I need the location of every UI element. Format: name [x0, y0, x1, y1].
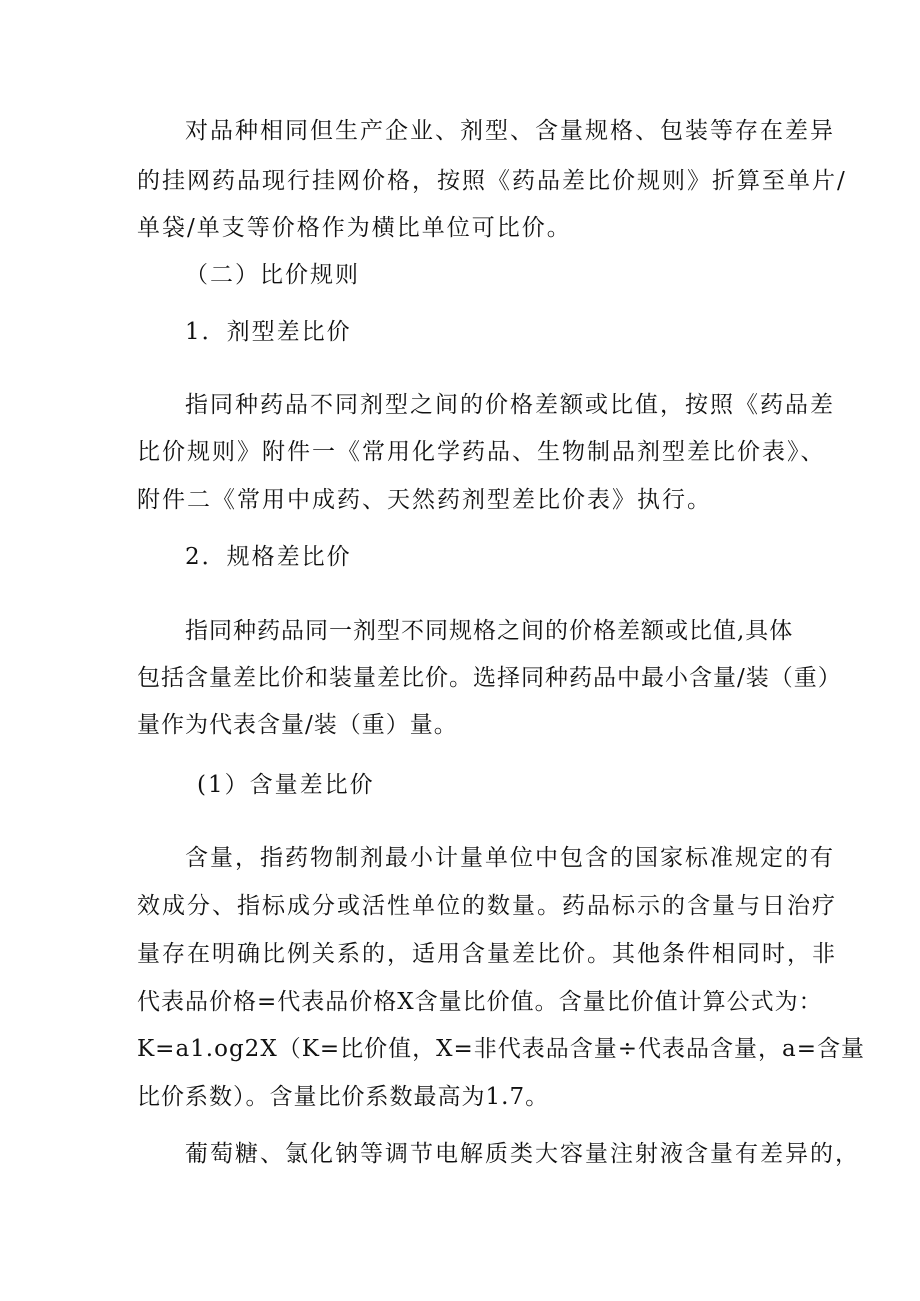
paragraph-line: 量存在明确比例关系的，适用含量差比价。其他条件相同时，非	[137, 941, 837, 967]
paragraph-line: 指同种药品不同剂型之间的价格差额或比值，按照《药品差	[185, 392, 835, 418]
paragraph-line: 的挂网药品现行挂网价格，按照《药品差比价规则》折算至单片/	[137, 168, 847, 194]
paragraph-line: 指同种药品同一剂型不同规格之间的价格差额或比值,具体	[185, 618, 794, 644]
paragraph-line: 单袋/单支等价格作为横比单位可比价。	[137, 215, 572, 241]
paragraph-line: 效成分、指标成分或活性单位的数量。药品标示的含量与日治疗	[137, 893, 837, 919]
paragraph-line: 葡萄糖、氯化钠等调节电解质类大容量注射液含量有差异的，	[185, 1141, 860, 1167]
subsection-heading: 1．剂型差比价	[185, 319, 352, 345]
section-heading: （二）比价规则	[185, 262, 360, 288]
paragraph-line: 比价规则》附件一《常用化学药品、生物制品剂型差比价表》、	[137, 439, 826, 465]
subsection-heading: 2．规格差比价	[185, 544, 352, 570]
paragraph-line: 对品种相同但生产企业、剂型、含量规格、包装等存在差异	[185, 118, 835, 144]
paragraph-line: 代表品价格=代表品价格X含量比价值。含量比价值计算公式为：	[137, 989, 823, 1015]
formula-line: K=a1.og2X（K=比价值，X=非代表品含量÷代表品含量，a=含量	[137, 1036, 866, 1062]
paragraph-line: 量作为代表含量/装（重）量。	[137, 712, 458, 738]
paragraph-line: 含量，指药物制剂最小计量单位中包含的国家标准规定的有	[185, 845, 835, 871]
paragraph-line: 比价系数）。含量比价系数最高为1.7。	[137, 1084, 550, 1110]
item-heading: (1）含量差比价	[197, 772, 375, 798]
paragraph-line: 附件二《常用中成药、天然药剂型差比价表》执行。	[137, 487, 712, 513]
paragraph-line: 包括含量差比价和装量差比价。选择同种药品中最小含量/装（重）	[137, 665, 842, 691]
